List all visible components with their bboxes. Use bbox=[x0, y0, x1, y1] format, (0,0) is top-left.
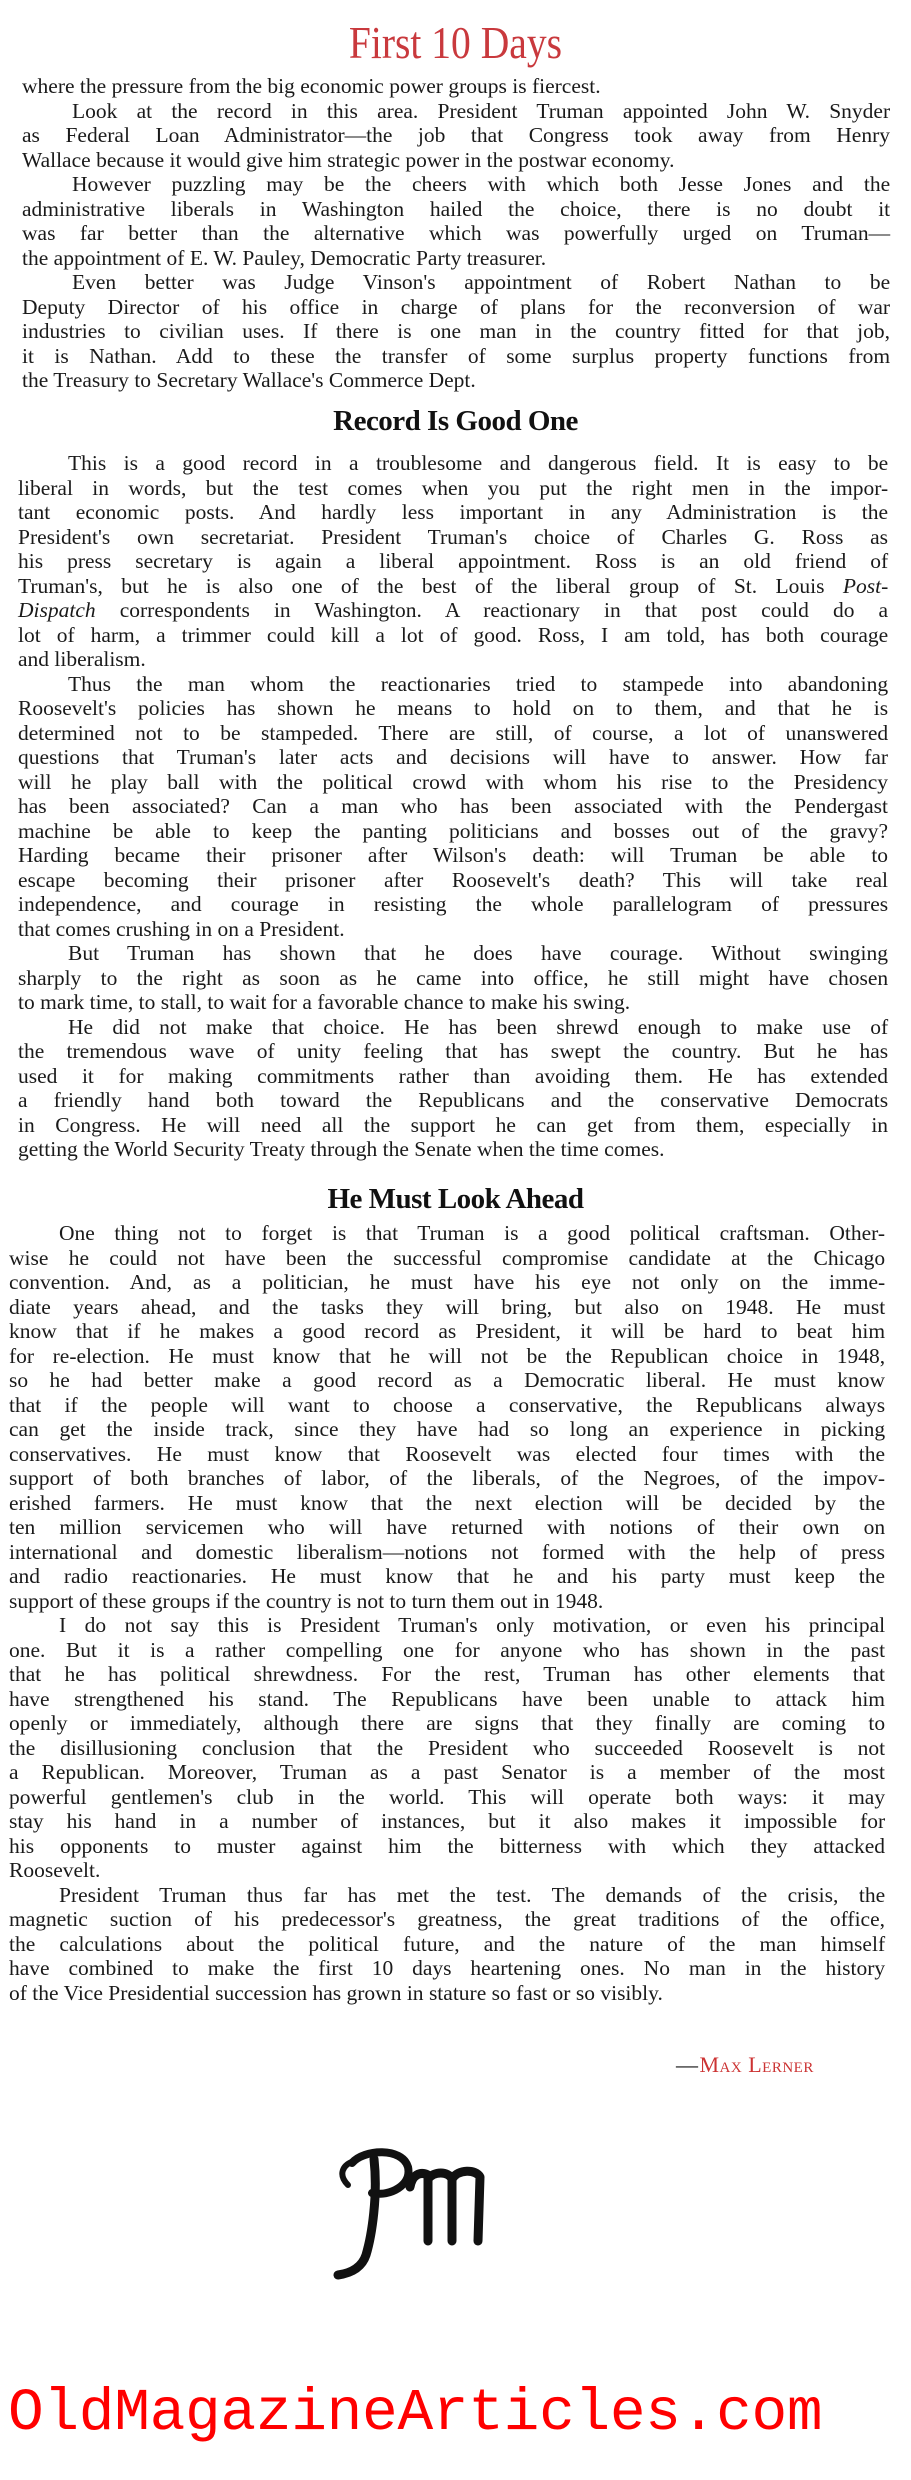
paragraph bbox=[9, 1883, 885, 2006]
text-line: magnetic suction of his predecessor's greatness, the great traditions of the office, bbox=[9, 1907, 886, 1931]
text-line: the tremendous wave of unity feeling that has swept the country. But he has bbox=[18, 1039, 889, 1063]
text-line: Look at the record in this area. President Truman appointed John W. Snyder bbox=[72, 98, 891, 123]
text-line: can get the inside track, since they have had so long an experience in picking bbox=[9, 1417, 886, 1441]
text-line: has been associated? Can a man who has been associated with the Pendergast bbox=[18, 794, 889, 818]
text-line: openly or immediately, although there are signs that they finally are coming to bbox=[9, 1711, 886, 1735]
paragraph bbox=[18, 672, 888, 942]
text-line: the Treasury to Secretary Wallace's Commerce Dept. bbox=[22, 368, 476, 392]
article-title: First 10 Days bbox=[348, 17, 563, 68]
text-line: support of both branches of labor, of the liberals, of the Negroes, of the impov- bbox=[9, 1466, 885, 1490]
text-line: and radio reactionaries. He must know that he and his party must keep the bbox=[9, 1564, 886, 1588]
text-line: getting the World Security Treaty through the Senate when the time comes. bbox=[18, 1137, 665, 1161]
subheading-record-is-good-one: Record Is Good One bbox=[333, 405, 578, 437]
text-line: powerful gentlemen's club in the world. This will operate both ways: it may bbox=[9, 1784, 886, 1809]
text-line: support of these groups if the country is not to turn them out in 1948. bbox=[9, 1588, 604, 1613]
text-line: know that if he makes a good record as President, it will be hard to beat him bbox=[9, 1319, 886, 1343]
text-line: stay his hand in a number of instances, but it also makes it impossible for bbox=[9, 1809, 886, 1833]
paragraph bbox=[9, 1613, 885, 1883]
text-line: and liberalism. bbox=[18, 647, 146, 671]
text-line: determined not to be stampeded. There are still, of course, a lot of unanswered bbox=[18, 720, 889, 745]
text-line: tant economic posts. And hardly less important in any Administration is the bbox=[18, 500, 888, 524]
text-line: conservatives. He must know that Roosevelt was elected four times with the bbox=[9, 1441, 886, 1466]
text-line: his opponents to muster against him the bitterness with which they attacked bbox=[9, 1833, 886, 1858]
paragraph bbox=[22, 99, 890, 173]
article-section-intro bbox=[22, 74, 890, 393]
text-line: Dispatch correspondents in Washington. A reactionary in that post could do a bbox=[18, 598, 889, 622]
text-line: However puzzling may be the cheers with which both Jesse Jones and the bbox=[72, 172, 891, 196]
text-line: have strengthened his stand. The Republicans have been unable to attack him bbox=[9, 1686, 886, 1711]
text-line: the disillusioning conclusion that the President who succeeded Roosevelt is not bbox=[9, 1735, 886, 1760]
text-line: that he has political shrewdness. For the rest, Truman has other elements that bbox=[9, 1662, 886, 1686]
text-line: used it for making commitments rather than avoiding them. He has extended bbox=[18, 1063, 888, 1088]
text-line: wise he could not have been the successful compromise candidate at the Chicago bbox=[9, 1245, 886, 1270]
text-line: Harding became their prisoner after Wilson's death: will Truman be able to bbox=[18, 843, 889, 867]
text-line: President Truman thus far has met the test. The demands of the crisis, the bbox=[59, 1882, 886, 1907]
text-line: will he play ball with the political crowd with whom his rise to the Presidency bbox=[18, 769, 888, 794]
text-line: convention. And, as a politician, he must have his eye not only on the imme- bbox=[9, 1270, 886, 1294]
italic-text: Dispatch bbox=[18, 598, 96, 622]
text-line: I do not say this is President Truman's only motivation, or even his principal bbox=[59, 1613, 886, 1637]
text-line: erished farmers. He must know that the next election will be decided by the bbox=[9, 1490, 886, 1515]
pm-newspaper-logo-icon bbox=[324, 2145, 494, 2280]
text-line: the appointment of E. W. Pauley, Democratic Party treasurer. bbox=[22, 245, 547, 270]
text-line: was far better than the alternative which was powerfully urged on Truman— bbox=[22, 221, 891, 245]
text-line: independence, and courage in resisting the whole parallelogram of pressures bbox=[18, 892, 889, 916]
paragraph bbox=[18, 1015, 888, 1162]
text-line: his press secretary is again a liberal appointment. Ross is an old friend of bbox=[18, 549, 889, 573]
text-line: a friendly hand both toward the Republicans and the conservative Democrats bbox=[18, 1088, 889, 1112]
text-line: of the Vice Presidential succession has grown in stature so fast or so visibly. bbox=[9, 1980, 663, 2005]
pm-logo-m-strokes bbox=[410, 2171, 480, 2241]
text-line: that if the people will want to choose a conservative, the Republicans always bbox=[9, 1392, 886, 1417]
text-line: Even better was Judge Vinson's appointment of Robert Nathan to be bbox=[72, 270, 891, 294]
text-line: President's own secretariat. President Truman's choice of Charles G. Ross as bbox=[18, 524, 889, 549]
text-line: Wallace because it would give him strategic power in the postwar economy. bbox=[22, 147, 675, 172]
text-line: He did not make that choice. He has been shrewd enough to make use of bbox=[68, 1014, 889, 1039]
text-line: as Federal Loan Administrator—the job that Congress took away from Henry bbox=[22, 123, 890, 147]
text-line: that comes crushing in on a President. bbox=[18, 916, 345, 941]
text-line: This is a good record in a troublesome and dangerous field. It is easy to be bbox=[68, 451, 889, 475]
text-line: questions that Truman's later acts and decisions will have to answer. How far bbox=[18, 745, 889, 769]
text-line: One thing not to forget is that Truman is a good political craftsman. Other- bbox=[59, 1221, 886, 1245]
text-line: Truman's, but he is also one of the best of the liberal group of St. Louis Post- bbox=[18, 573, 889, 598]
author-byline bbox=[676, 2052, 814, 2078]
paragraph bbox=[22, 270, 890, 393]
italic-text: Post- bbox=[842, 573, 889, 598]
author-name: Max Lerner bbox=[699, 2052, 814, 2077]
text-line: lot of harm, a trimmer could kill a lot of good. Ross, I am told, has both courage bbox=[18, 622, 889, 647]
paragraph bbox=[18, 451, 888, 672]
text-line: Roosevelt's policies has shown he means to hold on to them, and that he is bbox=[18, 696, 889, 720]
site-watermark: OldMagazineArticles.com bbox=[8, 2379, 823, 2447]
text-line: for re-election. He must know that he will not be the Republican choice in 1948, bbox=[9, 1343, 886, 1368]
text-line: Roosevelt. bbox=[9, 1858, 101, 1882]
text-line: liberal in words, but the test comes when you put the right men in the impor- bbox=[18, 475, 889, 500]
text-line: administrative liberals in Washington hailed the choice, there is no doubt it bbox=[22, 196, 891, 221]
text-line: so he had better make a good record as a Democratic liberal. He must know bbox=[9, 1368, 886, 1392]
text-line: ten million servicemen who will have returned with notions of their own on bbox=[9, 1515, 886, 1539]
paragraph bbox=[18, 941, 888, 1015]
text-line: to mark time, to stall, to wait for a favorable chance to make his swing. bbox=[18, 990, 631, 1014]
text-line: the calculations about the political future, and the nature of the man himself bbox=[9, 1931, 886, 1956]
paragraph bbox=[22, 172, 890, 270]
text-line: where the pressure from the big economic power groups is fiercest. bbox=[22, 74, 601, 98]
text-line: international and domestic liberalism—notions not formed with the help of press bbox=[9, 1539, 886, 1564]
text-line: in Congress. He will need all the support he can get from them, especially in bbox=[18, 1112, 889, 1137]
text-line: But Truman has shown that he does have courage. Without swinging bbox=[68, 941, 888, 965]
pm-logo-p-hook bbox=[342, 2161, 354, 2185]
subheading-he-must-look-ahead: He Must Look Ahead bbox=[327, 1183, 584, 1215]
text-line: have combined to make the first 10 days heartening ones. No man in the history bbox=[9, 1956, 886, 1980]
text-line: a Republican. Moreover, Truman as a past Senator is a member of the most bbox=[9, 1760, 886, 1784]
text-line: sharply to the right as soon as he came into office, he still might have chosen bbox=[18, 965, 889, 990]
byline-dash: — bbox=[676, 2052, 699, 2077]
text-line: Deputy Director of his office in charge of plans for the reconversion of war bbox=[22, 294, 891, 319]
text-line: machine be able to keep the panting politicians and bosses out of the gravy? bbox=[18, 818, 889, 843]
text-line: diate years ahead, and the tasks they will bring, but also on 1948. He must bbox=[9, 1294, 886, 1319]
pm-logo-p-stroke bbox=[352, 2152, 408, 2194]
article-section-he-must-look-ahead bbox=[9, 1221, 885, 2005]
text-line: industries to civilian uses. If there is one man in the country fitted for that job, bbox=[22, 319, 891, 343]
text-line: one. But it is a rather compelling one for anyone who has shown in the past bbox=[9, 1637, 886, 1662]
text-line: Thus the man whom the reactionaries tried to stampede into abandoning bbox=[68, 671, 889, 696]
article-section-record-is-good-one bbox=[18, 451, 888, 1162]
paragraph bbox=[9, 1221, 885, 1613]
text-line: it is Nathan. Add to these the transfer of some surplus property functions from bbox=[22, 343, 891, 368]
paragraph bbox=[22, 74, 890, 99]
text-line: escape becoming their prisoner after Roosevelt's death? This will take real bbox=[18, 867, 889, 892]
